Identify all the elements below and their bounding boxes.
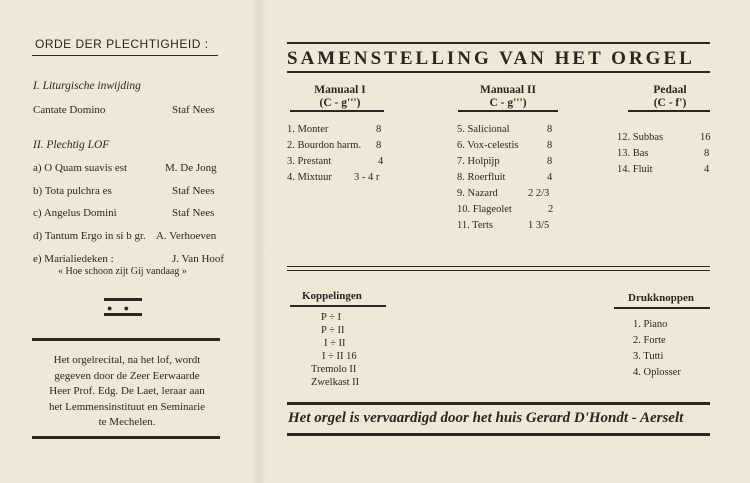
manual2-name: Manuaal II bbox=[480, 84, 536, 96]
section-liturgical: I. Liturgische inwijding bbox=[33, 80, 141, 92]
stop-value: 8 bbox=[704, 148, 710, 159]
pedal-underline bbox=[628, 110, 710, 112]
stop-value: 4 bbox=[704, 164, 710, 175]
piston-item: 1. Piano bbox=[633, 319, 668, 330]
coupler-item: I ÷ II 16 bbox=[322, 351, 357, 362]
stop-label: 10. Flageolet bbox=[457, 204, 512, 215]
program-work: d) Tantum Ergo in si b gr. bbox=[33, 230, 146, 242]
program-work: b) Tota pulchra es bbox=[33, 185, 112, 197]
stop-label: 8. Roerfluit bbox=[457, 172, 506, 183]
stop-label: 7. Holpijp bbox=[457, 156, 500, 167]
stop-value: 2 bbox=[548, 204, 554, 215]
pistons-underline bbox=[614, 307, 710, 309]
manual2-range: C - g''') bbox=[489, 97, 527, 109]
order-title-underline bbox=[32, 55, 218, 56]
program-work: e) Marialiedeken : bbox=[33, 253, 114, 265]
piston-item: 4. Oplosser bbox=[633, 367, 681, 378]
stop-value: 4 bbox=[547, 172, 553, 183]
stop-label: 3. Prestant bbox=[287, 156, 332, 167]
recital-rule-bottom bbox=[32, 436, 220, 439]
stop-value: 8 bbox=[376, 124, 382, 135]
program-work: a) O Quam suavis est bbox=[33, 162, 128, 174]
recital-line: het Lemmensinstituut en Seminarie bbox=[48, 400, 206, 413]
coupler-item: I ÷ II bbox=[324, 338, 346, 349]
pedal-range: (C - f') bbox=[653, 97, 687, 109]
stop-value: 3 - 4 r bbox=[354, 172, 380, 183]
footer-rule-bottom bbox=[287, 433, 710, 436]
middle-rule-top bbox=[287, 266, 710, 267]
ornament-dots: ● ● bbox=[107, 303, 130, 313]
stop-label: 1. Monter bbox=[287, 124, 329, 135]
piston-item: 2. Forte bbox=[633, 335, 666, 346]
stop-label: 6. Vox-celestis bbox=[457, 140, 519, 151]
program-composer: Staf Nees bbox=[172, 185, 215, 197]
stop-value: 8 bbox=[376, 140, 382, 151]
organ-title: SAMENSTELLING VAN HET ORGEL bbox=[287, 48, 695, 69]
recital-line: Heer Prof. Edg. De Laet, leraar aan bbox=[49, 385, 205, 397]
manual1-range: (C - g''') bbox=[319, 97, 361, 109]
recital-note bbox=[32, 353, 222, 431]
stop-value: 4 bbox=[378, 156, 384, 167]
stop-value: 8 bbox=[547, 140, 553, 151]
stop-value: 1 3/5 bbox=[528, 220, 550, 231]
stop-value: 2 2/3 bbox=[528, 188, 550, 199]
program-composer: Staf Nees bbox=[172, 104, 215, 116]
coupler-item: Zwelkast II bbox=[311, 377, 360, 388]
stop-value: 8 bbox=[547, 156, 553, 167]
title-rule-bottom bbox=[287, 71, 710, 73]
stop-label: 5. Salicional bbox=[457, 124, 510, 135]
recital-line: te Mechelen. bbox=[98, 416, 156, 428]
order-title: ORDE DER PLECHTIGHEID : bbox=[35, 37, 209, 51]
couplers-title: Koppelingen bbox=[302, 290, 362, 302]
stop-value: 8 bbox=[547, 124, 553, 135]
program-composer: J. Van Hoof bbox=[172, 253, 225, 265]
couplers-underline bbox=[290, 305, 386, 307]
footer-rule-top bbox=[287, 402, 710, 405]
pedal-name: Pedaal bbox=[653, 84, 687, 96]
stop-label: 4. Mixtuur bbox=[287, 172, 332, 183]
ornament-bottom-bar bbox=[104, 313, 142, 316]
pistons-title: Drukknoppen bbox=[628, 292, 695, 304]
section-lof: II. Plechtig LOF bbox=[33, 139, 110, 151]
manual2-underline bbox=[458, 110, 558, 112]
builder-note: Het orgel is vervaardigd door het huis Gerard D'Hondt - Aerselt bbox=[288, 410, 684, 426]
middle-rule-bottom bbox=[287, 270, 710, 271]
coupler-item: P ÷ I bbox=[321, 312, 341, 323]
stop-label: 11. Terts bbox=[457, 220, 494, 231]
recital-line: Het orgelrecital, na het lof, wordt bbox=[53, 354, 201, 366]
stop-label: 2. Bourdon harm. bbox=[287, 140, 362, 151]
stop-label: 13. Bas bbox=[617, 148, 649, 159]
program-composer: Staf Nees bbox=[172, 207, 215, 219]
marialied-subtitle: « Hoe schoon zijt Gij vandaag » bbox=[58, 266, 187, 277]
ornament-top-bar bbox=[104, 298, 142, 301]
piston-item: 3. Tutti bbox=[633, 351, 664, 362]
program-composer: A. Verhoeven bbox=[156, 230, 217, 242]
manual1-underline bbox=[290, 110, 384, 112]
recital-rule-top bbox=[32, 338, 220, 341]
program-composer: M. De Jong bbox=[165, 162, 217, 174]
stop-value: 16 bbox=[700, 132, 711, 143]
stop-label: 14. Fluit bbox=[617, 164, 653, 175]
program-work: Cantate Domino bbox=[33, 104, 106, 116]
stop-label: 12. Subbas bbox=[617, 132, 664, 143]
coupler-item: Tremolo II bbox=[311, 364, 357, 375]
recital-line: gegeven door de Zeer Eerwaarde bbox=[54, 369, 200, 382]
paper-fold bbox=[252, 0, 266, 483]
coupler-item: P ÷ II bbox=[321, 325, 345, 336]
title-rule-top bbox=[287, 42, 710, 44]
stop-label: 9. Nazard bbox=[457, 188, 498, 199]
manual1-name: Manuaal I bbox=[314, 84, 366, 96]
program-work: c) Angelus Domini bbox=[33, 207, 117, 219]
